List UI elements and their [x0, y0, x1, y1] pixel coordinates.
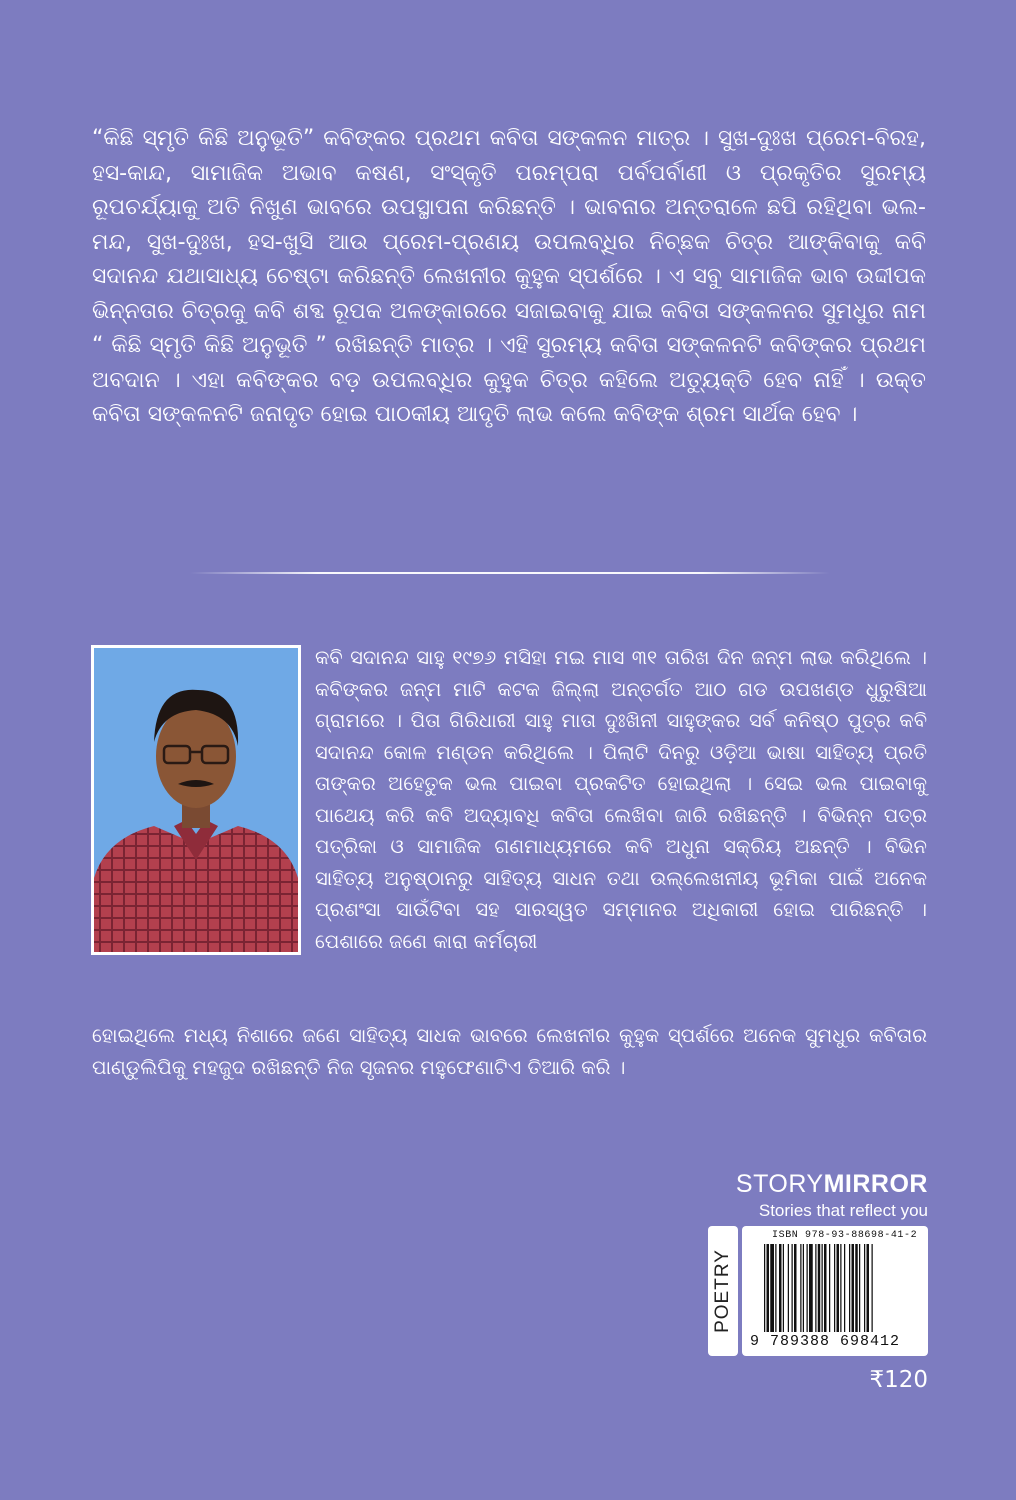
publisher-name-light: STORY [735, 1170, 824, 1198]
genre-label [708, 1226, 738, 1356]
author-bio-beside-photo: କବି ସଦାନନ୍ଦ ସାହୁ ୧୯୭୬ ମସିହା ମଇ ମାସ ୩୧ ତାରିଖ ଦିନ ଜନ୍ମ ଲାଭ କରିଥିଲେ । କବିଙ୍କର ଜନ୍ମ ମାଟି କଟକ ଜିଲ୍ଲା ଅନ୍ତର୍ଗତ ଆଠ ଗଡ ଉପଖଣ୍ଡ ଧୁରୁଷିଆ ଗ୍ରାମରେ । ପିତା ଗିରିଧାରୀ ସାହୁ ମାତା ଦୁଃଖିନୀ ସାହୁଙ୍କର ସର୍ବ କନିଷ୍ଠ ପୁତ୍ର କବି ସଦାନନ୍ଦ କୋଳ ମଣ୍ଡନ କରିଥିଲେ । ପିଲାଟି ଦିନରୁ ଓଡ଼ିଆ ଭାଷା ସାହିତ୍ୟ ପ୍ରତି ତାଙ୍କର ଅହେତୁକ ଭଲ ପାଇବା ପ୍ରକଟିତ ହୋଇଥିଲା । ସେଇ ଭଲ ପାଇବାକୁ ପାଥେୟ କରି କବି ଅଦ୍ୟାବଧି କବିତା ଲେଖିବା ଜାରି ରଖିଛନ୍ତି । ବିଭିନ୍ନ ପତ୍ର ପତ୍ରିକା ଓ ସାମାଜିକ ଗଣମାଧ୍ୟମରେ କବି ଅଧୁନା ସକ୍ରିୟ ଅଛନ୍ତି । ବିଭିନ ସାହିତ୍ୟ ଅନୁଷ୍ଠାନରୁ ସାହିତ୍ୟ ସାଧନ ତଥା ଉଲ୍ଲେଖନୀୟ ଭୂମିକା ପାଇଁ ଅନେକ ପ୍ରଶଂସା ସାଉଁଟିବା ସହ ସାରସ୍ୱତ ସମ୍ମାନର ଅଧିକାରୀ ହୋଇ ପାରିଛନ୍ତି । ପେଶାରେ ଜଣେ କାରା କର୍ମଚାରୀ [315, 646, 927, 953]
price: ₹120 [869, 1367, 928, 1393]
publisher-logo [708, 1170, 928, 1222]
publisher-name [708, 1170, 928, 1198]
barcode-bars [762, 1244, 920, 1332]
publisher-name-bold: MIRROR [823, 1170, 928, 1198]
isbn-digits: 9 789388 698412 [750, 1333, 901, 1350]
genre-text: POETRY [712, 1249, 733, 1333]
isbn-label: ISBN 978-93-88698-41-2 [772, 1230, 918, 1241]
section-divider [190, 572, 830, 574]
author-bio-continued: ହୋଇଥିଲେ ମଧ୍ୟ ନିଶାରେ ଜଣେ ସାହିତ୍ୟ ସାଧକ ଭାବରେ ଲେଖନୀର କୁହୁକ ସ୍ପର୍ଶରେ ଅନେକ ସୁମଧୁର କବିତାର ପାଣ୍ଡୁଲିପିକୁ ମହଜୁଦ ରଖିଛନ୍ତି ନିଜ ସୃଜନର ମହୁଫେଣାଟିଏ ତିଆରି କରି । [92, 1024, 927, 1079]
isbn-barcode [742, 1226, 928, 1356]
publisher-tagline: Stories that reflect you [758, 1201, 928, 1220]
back-cover-blurb: “କିଛି ସ୍ମୃତି କିଛି ଅନୁଭୂତି” କବିଙ୍କର ପ୍ରଥମ କବିତା ସଙ୍କଳନ ମାତ୍ର । ସୁଖ-ଦୁଃଖ ପ୍ରେମ-ବିରହ, ହସ-କାନ୍ଦ, ସାମାଜିକ ଅଭାବ କଷଣ, ସଂସ୍କୃତି ପରମ୍ପରା ପର୍ବପର୍ବାଣୀ ଓ ପ୍ରକୃତିର ସୁରମ୍ୟ ରୂପଚର୍ଯ୍ୟାକୁ ଅତି ନିଖୁଣ ଭାବରେ ଉପସ୍ଥାପନା କରିଛନ୍ତି । ଭାବନାର ଅନ୍ତରାଳେ ଛପି ରହିଥିବା ଭଲ-ମନ୍ଦ, ସୁଖ-ଦୁଃଖ, ହସ-ଖୁସି ଆଉ ପ୍ରେମ-ପ୍ରଣୟ ଉପଲବ୍ଧିର ନିଚ୍ଛକ ଚିତ୍ର ଆଙ୍କିବାକୁ କବି ସଦାନନ୍ଦ ଯଥାସାଧ୍ୟ ଚେଷ୍ଟା କରିଛନ୍ତି ଲେଖନୀର କୁହୁକ ସ୍ପର୍ଶରେ । ଏ ସବୁ ସାମାଜିକ ଭାବ ଉଦ୍ଦୀପକ ଭିନ୍ନତାର ଚିତ୍ରକୁ କବି ଶବ୍ଦ ରୂପକ ଅଳଙ୍କାରରେ ସଜାଇବାକୁ ଯାଇ କବିତା ସଙ୍କଳନର ସୁମଧୁର ନାମ “ କିଛି ସ୍ମୃତି କିଛି ଅନୁଭୂତି ” ରଖିଛନ୍ତି ମାତ୍ର । ଏହି ସୁରମ୍ୟ କବିତା ସଙ୍କଳନଟି କବିଙ୍କର ପ୍ରଥମ ଅବଦାନ । ଏହା କବିଙ୍କର ବଡ଼ ଉପଲବ୍ଧିର କୁହୁକ ଚିତ୍ର କହିଲେ ଅତ୍ୟୁକ୍ତି ହେବ ନାହିଁ । ଉକ୍ତ କବିତା ସଙ୍କଳନଟି ଜନାଦୃତ ହୋଇ ପାଠକୀୟ ଆଦୃତି ଲାଭ କଲେ କବିଙ୍କ ଶ୍ରମ ସାର୍ଥକ ହେବ । [92, 126, 926, 427]
author-photo [91, 645, 301, 955]
